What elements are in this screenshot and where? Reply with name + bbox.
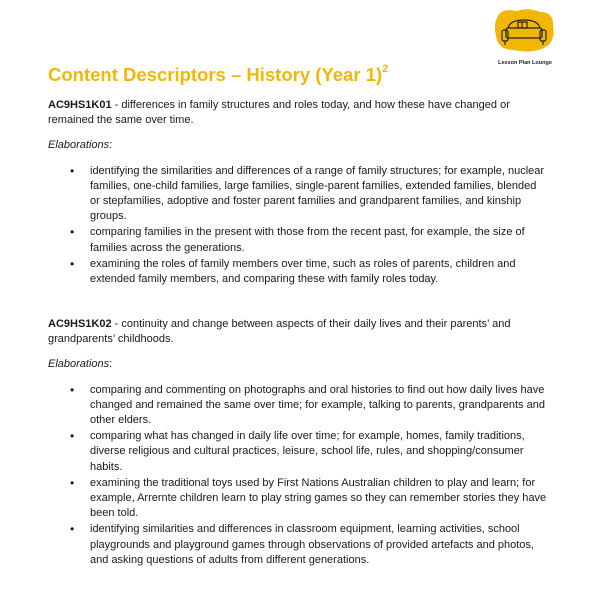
- descriptor-code: AC9HS1K02: [48, 318, 112, 330]
- list-item: • comparing families in the present with those from the recent past, for example, the size of families across the generations.: [90, 225, 548, 255]
- elaborations-list: [48, 383, 548, 568]
- list-item: • comparing what has changed in daily life over time; for example, homes, family traditions, diverse religious and cultural practices, leisure, school life, rules, and shopping/consumer habits.: [90, 429, 548, 475]
- lesson-plan-lounge-logo: [492, 8, 558, 66]
- logo-text: Lesson Plan Lounge: [498, 60, 552, 66]
- descriptor-code: AC9HS1K01: [48, 99, 112, 111]
- descriptor-text: AC9HS1K01 - differences in family structures and roles today, and how these have changed or remained the same over time.: [48, 99, 510, 127]
- list-item: • examining the traditional toys used by First Nations Australian children to play and learn; for example, Arrernte children learn to play string games so they can remember stories they have been told.: [90, 476, 548, 522]
- list-item: • comparing and commenting on photographs and oral histories to find out how daily lives have changed and remained the same over time; for example, talking to parents, grandparents and other elders.: [90, 383, 548, 429]
- descriptor-section-2: [48, 317, 548, 569]
- descriptor-section-1: [48, 98, 548, 288]
- sofa-icon: [492, 8, 558, 58]
- elaborations-label: Elaborations:: [48, 358, 113, 371]
- list-item: • identifying the similarities and differences of a range of family structures; for example, nuclear families, one-child families, large families, single-parent families, extended families, blended or stepfamilies, adoptive and foster parent families and grandparent families, and kinship groups.: [90, 164, 548, 225]
- elaborations-label: Elaborations:: [48, 139, 113, 152]
- list-item: • examining the roles of family members over time, such as roles of parents, children and extended family members, and comparing these with family roles today.: [90, 257, 548, 287]
- descriptor-text: AC9HS1K02 - continuity and change between aspects of their daily lives and their parents’ and grandparents’ childhoods.: [48, 318, 511, 346]
- elaborations-list: [48, 164, 548, 288]
- list-item: • identifying similarities and differences in classroom equipment, learning activities, school playgrounds and playground games through observations of provided artefacts and photos, and asking questions of adults from different generations.: [90, 522, 548, 568]
- title-superscript: 2: [382, 63, 389, 75]
- page-title: Content Descriptors – History (Year 1)$^2$: [48, 63, 389, 85]
